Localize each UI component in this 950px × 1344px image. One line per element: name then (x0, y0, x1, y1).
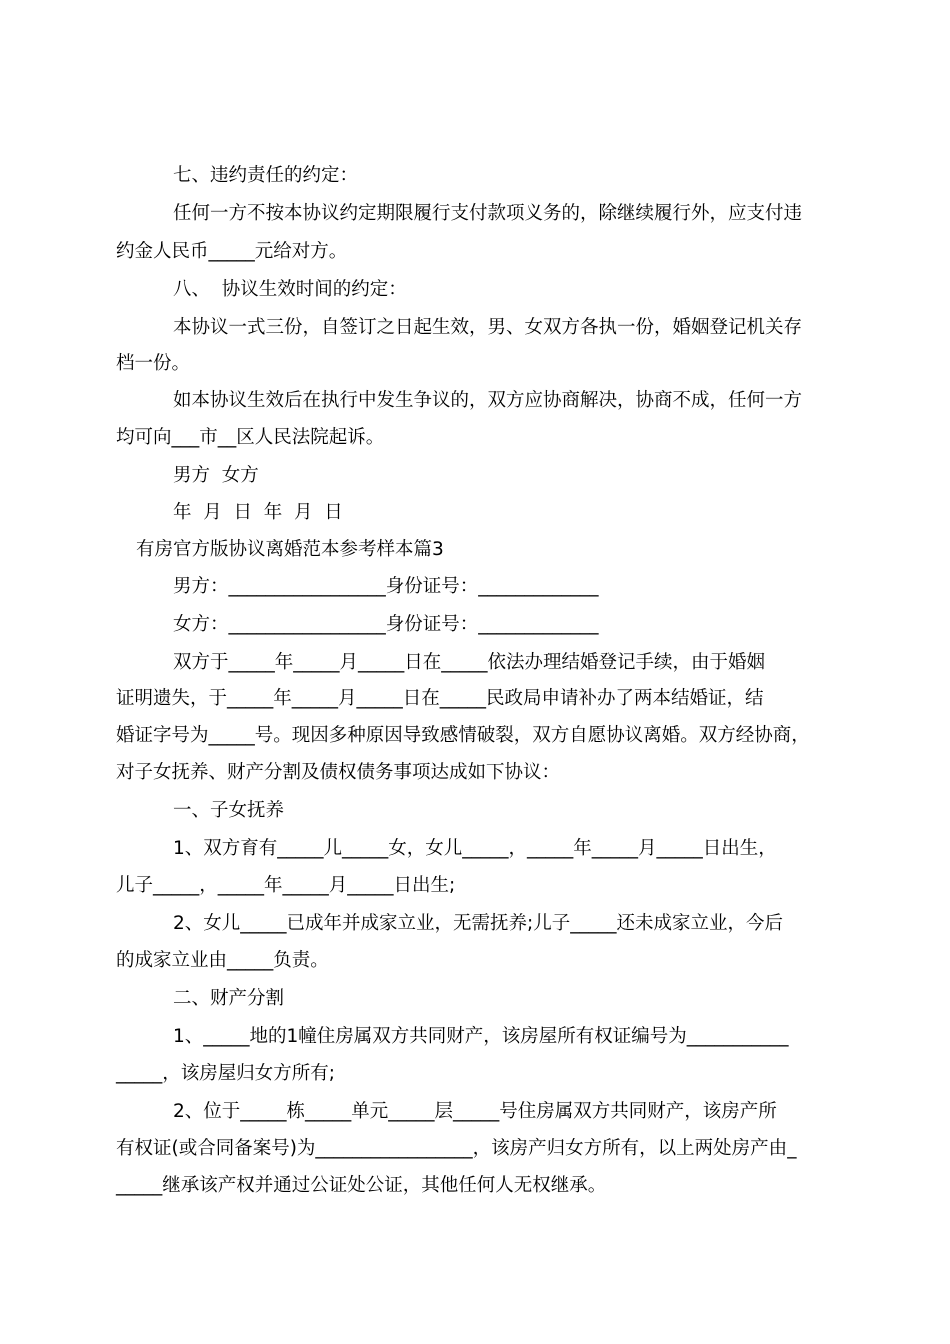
signature-parties: 男方 女方 (173, 465, 259, 486)
intro-line4: 对子女抚养、财产分割及债权债务事项达成如下协议： (116, 762, 561, 783)
child-item1-line1: 1、双方育有_____儿_____女，女儿_____，_____年_____月_____日出生， (173, 838, 777, 859)
section8-para2-line2: 均可向___市__区人民法院起诉。 (116, 427, 385, 448)
property-item2-line2: 有权证(或合同备案号)为_________________，该房产归女方所有，以上两处房产由_ (116, 1138, 797, 1159)
section-property-heading: 二、财产分割 (173, 988, 285, 1009)
section7-paragraph-line1: 任何一方不按本协议约定期限履行支付款项义务的，除继续履行外，应支付违 (173, 203, 803, 224)
property-item1-line2: _____，该房屋归女方所有; (116, 1063, 335, 1084)
section8-para1-line2: 档一份。 (116, 353, 191, 374)
male-id-line: 男方：_________________身份证号：_____________ (173, 576, 599, 597)
section7-heading: 七、违约责任的约定： (173, 165, 359, 186)
section8-para1-line1: 本协议一式三份，自签订之日起生效，男、女双方各执一份，婚姻登记机关存 (173, 317, 803, 338)
section8-para2-line1: 如本协议生效后在执行中发生争议的，双方应协商解决，协商不成，任何一方 (173, 390, 803, 411)
property-item1-line1: 1、_____地的1幢住房属双方共同财产，该房屋所有权证编号为___________ (173, 1026, 789, 1047)
signature-dates: 年 月 日 年 月 日 (173, 502, 343, 523)
intro-line1: 双方于_____年_____月_____日在_____依法办理结婚登记手续，由于婚姻 (173, 652, 766, 673)
property-item2-line3: _____继承该产权并通过公证处公证，其他任何人无权继承。 (116, 1175, 607, 1196)
child-item2-line1: 2、女儿_____已成年并成家立业，无需抚养;儿子_____还未成家立业，今后 (173, 913, 784, 934)
intro-line2: 证明遗失，于_____年_____月_____日在_____民政局申请补办了两本结婚证，结 (116, 688, 764, 709)
child-item1-line2: 儿子_____，_____年_____月_____日出生; (116, 875, 456, 896)
property-item2-line1: 2、位于_____栋_____单元_____层_____号住房属双方共同财产，该房产所 (173, 1101, 777, 1122)
section8-heading: 八、 协议生效时间的约定： (173, 279, 407, 300)
child-item2-line2: 的成家立业由_____负责。 (116, 950, 329, 971)
female-id-line: 女方：_________________身份证号：_____________ (173, 614, 599, 635)
article-title: 有房官方版协议离婚范本参考样本篇3 (136, 539, 444, 560)
section7-paragraph-line2: 约金人民币_____元给对方。 (116, 241, 348, 262)
section-child-heading: 一、子女抚养 (173, 800, 285, 821)
intro-line3: 婚证字号为_____号。现因多种原因导致感情破裂，双方自愿协议离婚。双方经协商， (116, 725, 810, 746)
